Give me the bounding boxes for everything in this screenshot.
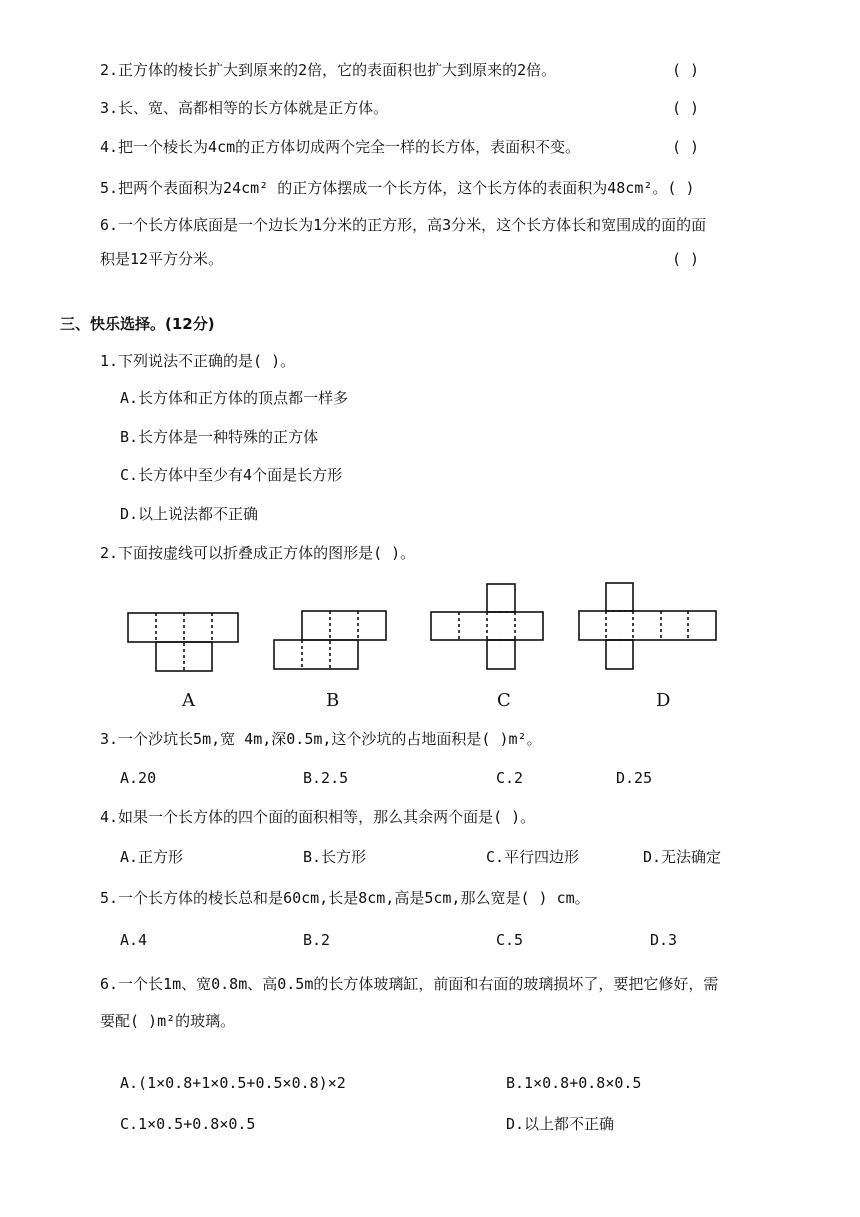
q5-stem: 5.一个长方体的棱长总和是60cm,长是8cm,高是5cm,那么宽是( ) cm。 xyxy=(100,889,590,907)
q5-option-d[interactable]: D.3 xyxy=(650,931,678,949)
q1-option-c[interactable]: C.长方体中至少有4个面是长方形 xyxy=(120,466,343,484)
net-label-d[interactable]: D xyxy=(656,690,671,711)
judge-item-2: 2.正方体的棱长扩大到原来的2倍，它的表面积也扩大到原来的2倍。 xyxy=(100,61,557,79)
q4-option-b[interactable]: B.长方形 xyxy=(303,848,367,866)
q3-option-b[interactable]: B.2.5 xyxy=(303,769,349,787)
judge-item-6-cont: 积是12平方分米。 xyxy=(100,250,224,268)
q3-stem: 3.一个沙坑长5m,宽 4m,深0.5m,这个沙坑的占地面积是( )m²。 xyxy=(100,730,542,748)
net-a xyxy=(128,613,238,671)
q5-option-c[interactable]: C.5 xyxy=(496,931,524,949)
q1-stem: 1.下列说法不正确的是( )。 xyxy=(100,352,296,370)
answer-paren-3[interactable]: ( ) xyxy=(672,99,700,117)
q5-option-a[interactable]: A.4 xyxy=(120,931,148,949)
q3-option-a[interactable]: A.20 xyxy=(120,769,157,787)
net-c xyxy=(431,584,543,669)
q1-option-d[interactable]: D.以上说法都不正确 xyxy=(120,505,259,523)
q4-option-a[interactable]: A.正方形 xyxy=(120,848,184,866)
q6-option-c[interactable]: C.1×0.5+0.8×0.5 xyxy=(120,1115,256,1133)
judge-item-6: 6.一个长方体底面是一个边长为1分米的正方形，高3分米，这个长方体长和宽围成的面的面 xyxy=(100,216,707,234)
net-label-b[interactable]: B xyxy=(326,690,340,711)
q3-option-c[interactable]: C.2 xyxy=(496,769,524,787)
q1-option-b[interactable]: B.长方体是一种特殊的正方体 xyxy=(120,428,319,446)
net-label-c[interactable]: C xyxy=(497,690,511,711)
q4-option-d[interactable]: D.无法确定 xyxy=(643,848,722,866)
net-b xyxy=(274,611,386,669)
q6-option-a[interactable]: A.(1×0.8+1×0.5+0.5×0.8)×2 xyxy=(120,1074,346,1092)
net-label-a[interactable]: A xyxy=(182,690,195,711)
judge-item-4: 4.把一个棱长为4cm的正方体切成两个完全一样的长方体，表面积不变。 xyxy=(100,138,581,156)
q4-option-c[interactable]: C.平行四边形 xyxy=(486,848,580,866)
q5-option-b[interactable]: B.2 xyxy=(303,931,331,949)
net-d xyxy=(579,583,716,669)
q6-option-b[interactable]: B.1×0.8+0.8×0.5 xyxy=(506,1074,642,1092)
q4-stem: 4.如果一个长方体的四个面的面积相等，那么其余两个面是( )。 xyxy=(100,808,536,826)
answer-paren-6[interactable]: ( ) xyxy=(672,250,700,268)
judge-item-5: 5.把两个表面积为24cm² 的正方体摆成一个长方体，这个长方体的表面积为48cm²。( ) xyxy=(100,179,695,197)
q6-stem-cont: 要配( )m²的玻璃。 xyxy=(100,1012,236,1030)
judge-item-3: 3.长、宽、高都相等的长方体就是正方体。 xyxy=(100,99,389,117)
q6-stem: 6.一个长1m、宽0.8m、高0.5m的长方体玻璃缸，前面和右面的玻璃损坏了，要把它修好，需 xyxy=(100,975,719,993)
q2-stem: 2.下面按虚线可以折叠成正方体的图形是( )。 xyxy=(100,544,416,562)
q6-option-d[interactable]: D.以上都不正确 xyxy=(506,1115,615,1133)
answer-paren-2[interactable]: ( ) xyxy=(672,61,700,79)
q3-option-d[interactable]: D.25 xyxy=(616,769,653,787)
section-heading: 三、快乐选择。(12分) xyxy=(60,315,215,333)
q1-option-a[interactable]: A.长方体和正方体的顶点都一样多 xyxy=(120,389,349,407)
answer-paren-4[interactable]: ( ) xyxy=(672,138,700,156)
